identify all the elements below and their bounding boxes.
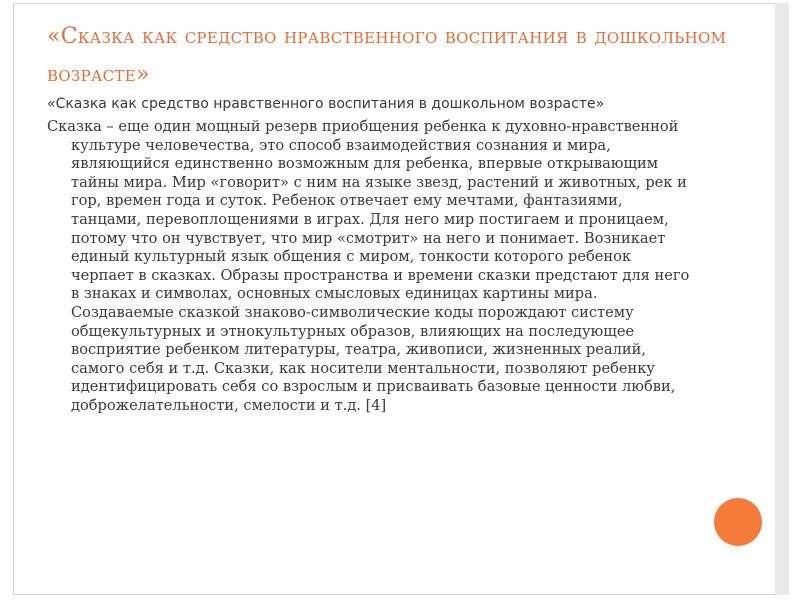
- slide-title: «Сказка как средство нравственного воспитания в дошкольном возрасте»: [47, 24, 727, 87]
- right-decorative-bar: [775, 3, 789, 595]
- slide-body: [47, 95, 697, 420]
- body-paragraph: Сказка – еще один мощный резерв приобщения ребенка к духовно-нравственной культуре человечества, это способ взаимодействия сознания и мира, являющийся единственно возможным для ребенка, впервые открывающим тайны мира. Мир «говорит» с ним на языке звезд, растений и животных, рек и гор, времен года и суток. Ребенок отвечает ему мечтами, фантазиями, танцами, перевоплощениями в играх. Для него мир постигаем и проницаем, потому что он чувствует, что мир «смотрит» на него и понимает. Возникает единый культурный язык общения с миром, тонкости которого ребенок черпает в сказках. Образы пространства и времени сказки предстают для него в знаках и символах, основных смысловых единицах картины мира. Создаваемые сказкой знаково-символические коды порождают систему общекультурных и этнокультурных образов, влияющих на последующее восприятие ребенком литературы, театра, живописи, жизненных реалий, самого себя и т.д. Сказки, как носители ментальности, позволяют ребенку идентифицировать себя со взрослым и присваивать базовые ценности любви, доброжелательности, смелости и т.д. [4]: [47, 118, 690, 414]
- orange-circle-decoration: [714, 498, 762, 546]
- subtitle-paragraph: «Сказка как средство нравственного воспитания в дошкольном возрасте»: [47, 96, 605, 112]
